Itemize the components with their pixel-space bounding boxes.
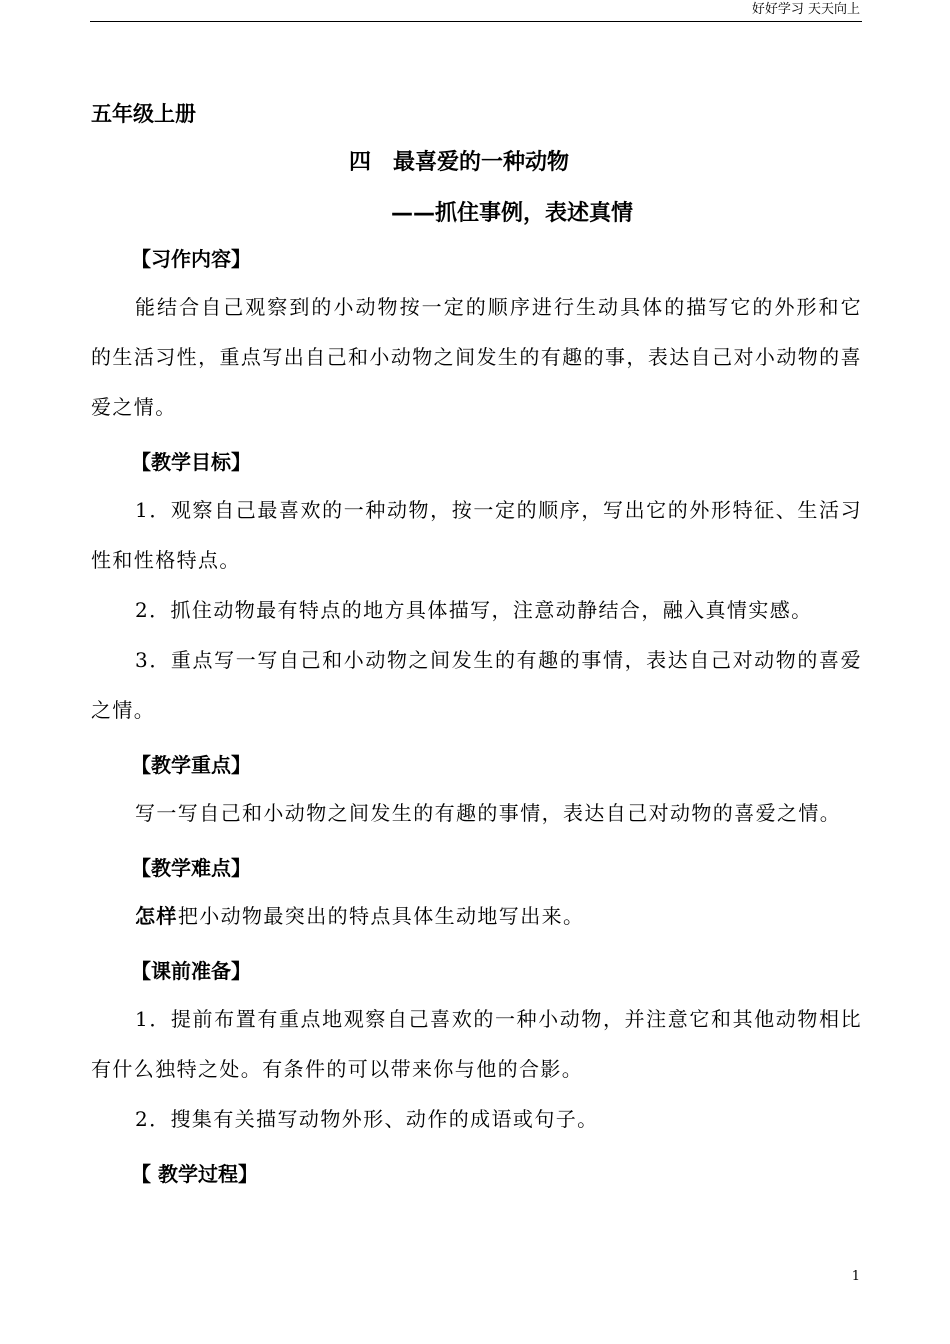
header-divider	[90, 21, 862, 22]
lesson-subtitle: ——抓住事例，表述真情	[391, 201, 634, 226]
content-paragraph: 能结合自己观察到的小动物按一定的顺序进行生动具体的描写它的外形和它的生活习性，重点写出自己和小动物之间发生的有趣的事，表达自己对小动物的喜爱之情。	[91, 295, 862, 419]
section-heading-key-points: 【教学重点】	[131, 753, 251, 777]
difficulties-text: 把小动物最突出的特点具体生动地写出来。	[177, 904, 585, 928]
key-points-paragraph: 写一写自己和小动物之间发生的有趣的事情，表达自己对动物的喜爱之情。	[135, 801, 842, 825]
page-number: 1	[851, 1269, 860, 1284]
section-heading-goals: 【教学目标】	[131, 450, 251, 474]
goal-item-2: 2．抓住动物最有特点的地方具体描写，注意动静结合，融入真情实感。	[135, 598, 813, 622]
lesson-title: 四 最喜爱的一种动物	[349, 150, 570, 175]
document-body	[91, 99, 862, 1189]
goal-item-3: 3．重点写一写自己和小动物之间发生的有趣的事情，表达自己对动物的喜爱之情。	[91, 648, 862, 722]
section-heading-content: 【习作内容】	[131, 247, 251, 271]
goal-item-1: 1．观察自己最喜欢的一种动物，按一定的顺序，写出它的外形特征、生活习性和性格特点。	[91, 498, 862, 572]
preparation-item-2: 2．搜集有关描写动物外形、动作的成语或句子。	[135, 1107, 599, 1131]
section-heading-difficulties: 【教学难点】	[131, 856, 251, 880]
difficulties-paragraph	[91, 891, 862, 941]
section-heading-preparation: 【课前准备】	[131, 959, 251, 983]
preparation-item-1: 1．提前布置有重点地观察自己喜欢的一种小动物，并注意它和其他动物相比有什么独特之处。有条件的可以带来你与他的合影。	[91, 1007, 862, 1081]
grade-label: 五年级上册	[91, 102, 196, 126]
difficulties-lead: 怎样	[135, 904, 178, 928]
header-slogan: 好好学习 天天向上	[751, 2, 860, 17]
section-heading-process: 【 教学过程】	[131, 1162, 258, 1186]
